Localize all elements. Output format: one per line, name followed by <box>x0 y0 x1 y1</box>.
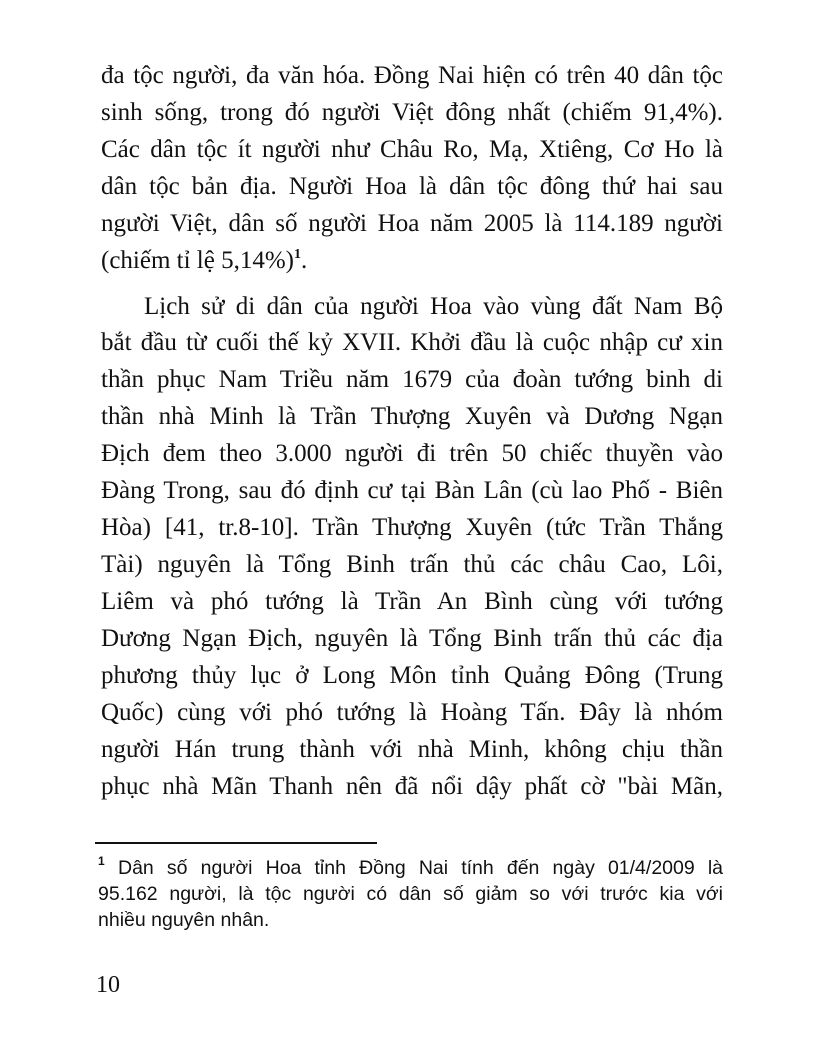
paragraph-2-line-9: Liêm và phó tướng là Trần An Bình cùng với tướng <box>101 588 723 615</box>
paragraph-1-line-6 <box>101 243 723 279</box>
paragraph-2-line-1: Lịch sử di dân của người Hoa vào vùng đất Nam Bộ <box>144 293 723 320</box>
paragraph-1-line-4: dân tộc bản địa. Người Hoa là dân tộc đông thứ hai sau <box>101 173 723 200</box>
paragraph-2-line-4: thần nhà Minh là Trần Thượng Xuyên và Dương Ngạn <box>101 403 723 430</box>
paragraph-2-line-7: Hòa) [41, tr.8-10]. Trần Thượng Xuyên (tức Trần Thắng <box>101 514 723 541</box>
footnote-line-2: 95.162 người, là tộc người có dân số giảm so với trước kia với <box>98 883 723 905</box>
page-number: 10 <box>96 972 120 998</box>
footnote-line-1: Dân số người Hoa tỉnh Đồng Nai tính đến ngày 01/4/2009 là <box>118 857 723 879</box>
paragraph-2-line-10: Dương Ngạn Địch, nguyên là Tổng Binh trấn thủ các địa <box>101 625 723 652</box>
paragraph-2-line-5: Địch đem theo 3.000 người đi trên 50 chiếc thuyền vào <box>101 440 723 467</box>
paragraph-1-line-5: người Việt, dân số người Hoa năm 2005 là 114.189 người <box>101 210 723 237</box>
paragraph-2-line-2: bắt đầu từ cuối thế kỷ XVII. Khởi đầu là cuộc nhập cư xin <box>101 329 723 356</box>
footnote-marker: 1 <box>98 854 105 868</box>
paragraph-1-period: . <box>301 247 308 274</box>
paragraph-2-line-13: người Hán trung thành với nhà Minh, không chịu thần <box>101 736 723 763</box>
paragraph-2-line-6: Đàng Trong, sau đó định cư tại Bàn Lân (cù lao Phố - Biên <box>101 477 723 504</box>
footnote-reference[interactable]: 1 <box>294 247 301 262</box>
paragraph-2-line-12: Quốc) cùng với phó tướng là Hoàng Tấn. Đây là nhóm <box>101 699 723 726</box>
paragraph-1-line-1: đa tộc người, đa văn hóa. Đồng Nai hiện có trên 40 dân tộc <box>101 62 723 89</box>
paragraph-1-line-2: sinh sống, trong đó người Việt đông nhất (chiếm 91,4%). <box>101 99 723 126</box>
paragraph-2-line-11: phương thủy lục ở Long Môn tỉnh Quảng Đông (Trung <box>101 662 723 689</box>
paragraph-2-line-8: Tài) nguyên là Tổng Binh trấn thủ các châu Cao, Lôi, <box>101 551 723 578</box>
paragraph-1-line-3: Các dân tộc ít người như Châu Ro, Mạ, Xtiêng, Cơ Ho là <box>101 136 723 163</box>
paragraph-2-line-14: phục nhà Mãn Thanh nên đã nổi dậy phất cờ "bài Mãn, <box>101 773 723 800</box>
footnote-divider <box>95 842 377 844</box>
paragraph-2-line-3: thần phục Nam Triều năm 1679 của đoàn tướng binh di <box>101 366 723 393</box>
footnote-line-3: nhiều nguyên nhân. <box>98 909 270 931</box>
paragraph-1-last-text: (chiếm tỉ lệ 5,14%) <box>101 247 294 274</box>
